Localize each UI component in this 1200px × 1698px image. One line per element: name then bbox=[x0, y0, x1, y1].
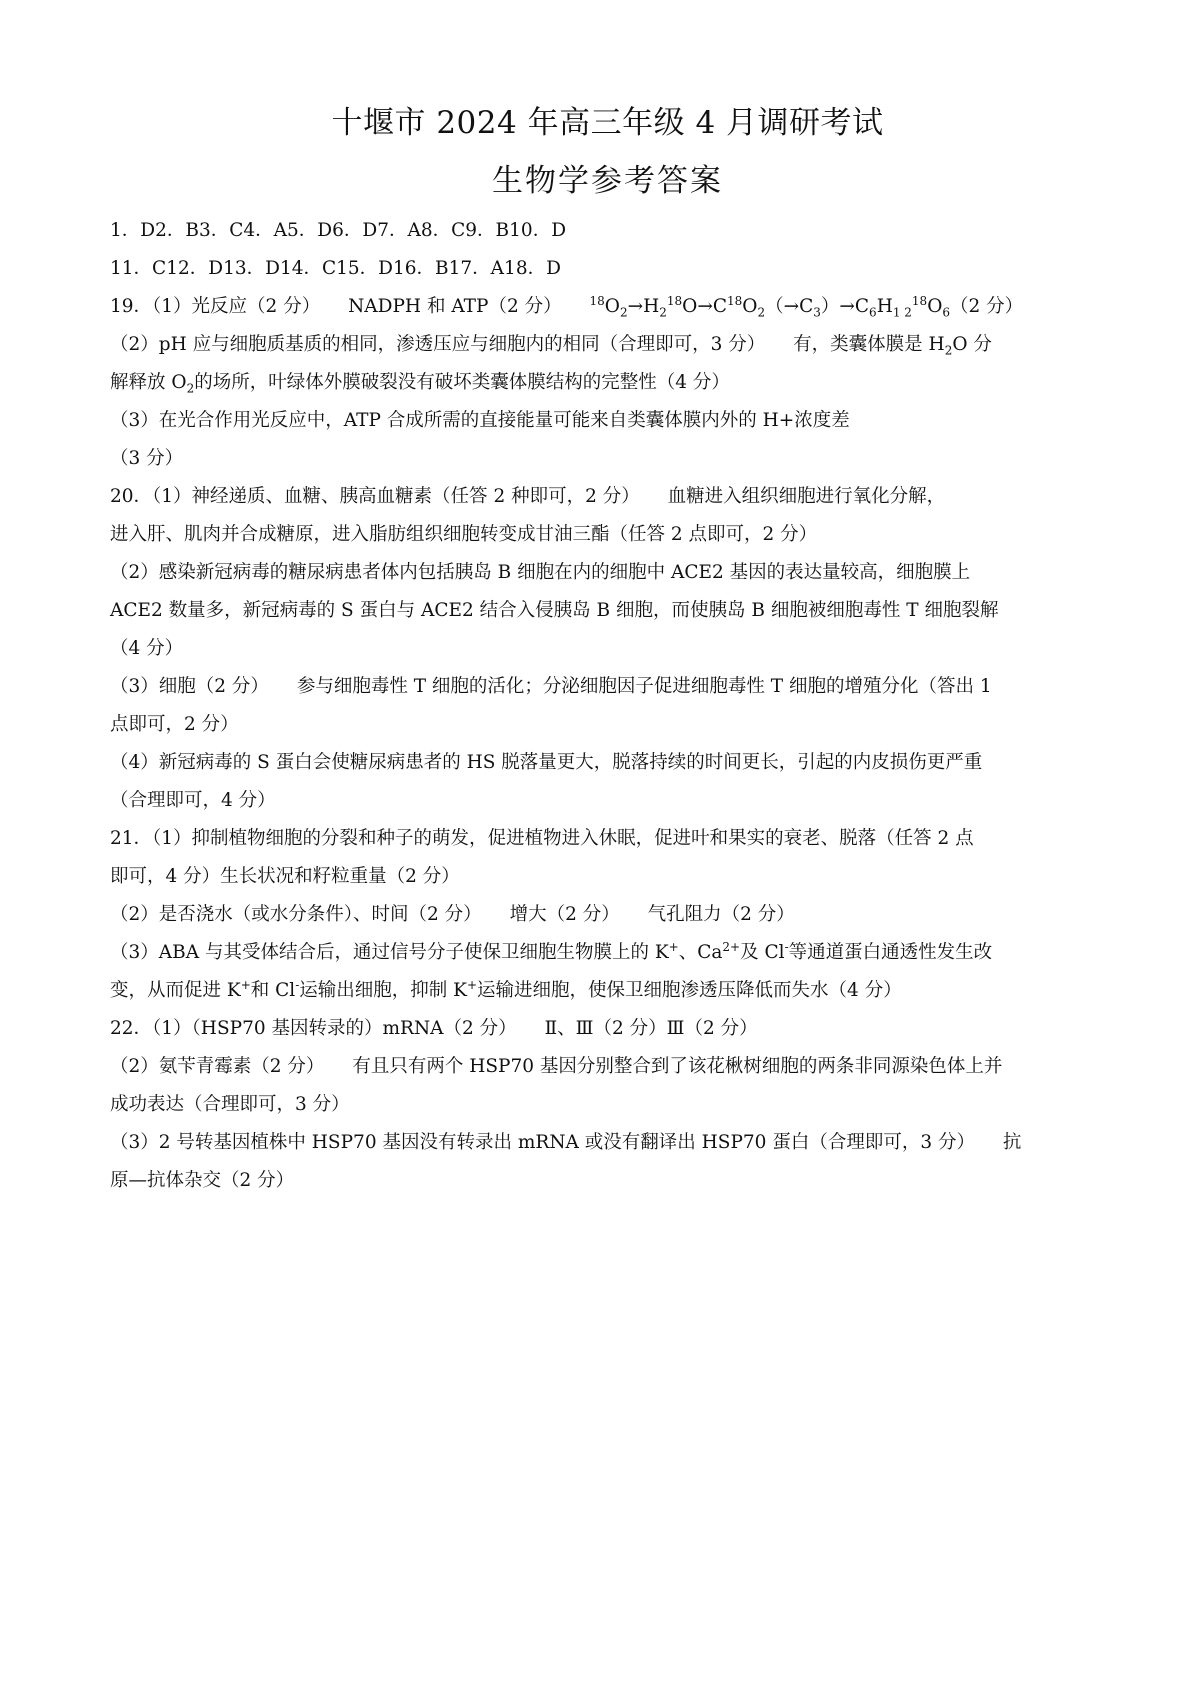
q22-line-5: 原—抗体杂交（2 分） bbox=[110, 1170, 295, 1191]
q22-line-2: （2）氨苄青霉素（2 分） 有且只有两个 HSP70 基因分别整合到了该花楸树细胞的两条非同源染色体上并 bbox=[110, 1056, 1003, 1077]
q20-line-2: 进入肝、肌肉并合成糖原，进入脂肪组织细胞转变成甘油三酯（任答 2 点即可，2 分） bbox=[110, 524, 818, 545]
q21-line-3: （2）是否浇水（或水分条件）、时间（2 分） 增大（2 分） 气孔阻力（2 分） bbox=[110, 904, 795, 925]
q20-line-9: （合理即可，4 分） bbox=[110, 790, 276, 811]
page-subtitle: 生物学参考答案 bbox=[492, 163, 723, 199]
q20-line-4: ACE2 数量多，新冠病毒的 S 蛋白与 ACE2 结合入侵胰岛 B 细胞，而使胰岛 B 细胞被细胞毒性 T 细胞裂解 bbox=[110, 600, 999, 621]
q20-line-5: （4 分） bbox=[110, 638, 184, 659]
page-title: 十堰市 2024 年高三年级 4 月调研考试 bbox=[331, 105, 884, 141]
q21-line-4: （3）ABA 与其受体结合后，通过信号分子使保卫细胞生物膜上的 K+、$Ca^{2+}$及 Cl-等通道蛋白通透性发生改 bbox=[110, 939, 993, 963]
q20-line-7: 点即可，2 分） bbox=[110, 714, 239, 735]
q19-line-4: （3）在光合作用光反应中，ATP 合成所需的直接能量可能来自类囊体膜内外的 H+浓度差 bbox=[110, 410, 850, 431]
q21-line-1: 21．（1）抑制植物细胞的分裂和种子的萌发，促进植物进入休眠，促进叶和果实的衰老、脱落（任答 2 点 bbox=[110, 828, 974, 849]
q19-line-3: 解释放 $O_2$的场所，叶绿体外膜破裂没有破坏类囊体膜结构的完整性（4 分） bbox=[110, 372, 730, 396]
q20-line-6: （3）细胞（2 分） 参与细胞毒性 T 细胞的活化；分泌细胞因子促进细胞毒性 T 细胞的增殖分化（答出 1 bbox=[110, 676, 992, 697]
isotope-tracing-pathway: $^{18}O_2\to H_2^{18}O\to C^{18}O_2(\to C_3)\to C_6H_{1 2}^{18}O_6$ bbox=[589, 293, 951, 320]
q21-line-5: 变，从而促进 K+和 Cl-运输出细胞，抑制 K+运输进细胞，使保卫细胞渗透压降低而失水（4 分） bbox=[110, 977, 902, 1001]
q22-line-4: （3）2 号转基因植株中 HSP70 基因没有转录出 mRNA 或没有翻译出 HSP70 蛋白（合理即可，3 分） 抗 bbox=[110, 1132, 1022, 1153]
q20-line-3: （2）感染新冠病毒的糖尿病患者体内包括胰岛 B 细胞在内的细胞中 ACE2 基因的表达量较高，细胞膜上 bbox=[110, 562, 971, 583]
q19-line-5: （3 分） bbox=[110, 448, 184, 469]
q20-line-8: （4）新冠病毒的 S 蛋白会使糖尿病患者的 HS 脱落量更大，脱落持续的时间更长，引起的内皮损伤更严重 bbox=[110, 752, 983, 773]
q22-line-3: 成功表达（合理即可，3 分） bbox=[110, 1094, 350, 1115]
answer-body bbox=[110, 212, 1105, 1200]
q21-line-2: 即可，4 分）生长状况和籽粒重量（2 分） bbox=[110, 866, 460, 887]
choice-answers-1-10: 1．D2．B3．C4．A5．D6．D7．A8．C9．B10．D bbox=[110, 220, 567, 241]
q19-line-2: （2）pH 应与细胞质基质的相同，渗透压应与细胞内的相同（合理即可，3 分） 有，类囊体膜是 $H_2O$ 分 bbox=[110, 334, 992, 358]
choice-answers-11-18: 11．C12．D13．D14．C15．D16．B17．A18．D bbox=[110, 258, 561, 279]
q22-line-1: 22．（1）（HSP70 基因转录的）mRNA（2 分） Ⅱ、Ⅲ（2 分）Ⅲ（2 分） bbox=[110, 1018, 758, 1039]
q19-line-1: 19．（1）光反应（2 分） NADPH 和 ATP（2 分） $^{18}O_2\to H_2^{18}O\to C^{18}O_2(\to C_3)\to C_6H_{1 2}^{18}O_6(2$ 分） bbox=[110, 293, 1024, 320]
q20-line-1: 20．（1）神经递质、血糖、胰高血糖素（任答 2 种即可，2 分） 血糖进入组织细胞进行氧化分解， bbox=[110, 486, 946, 507]
